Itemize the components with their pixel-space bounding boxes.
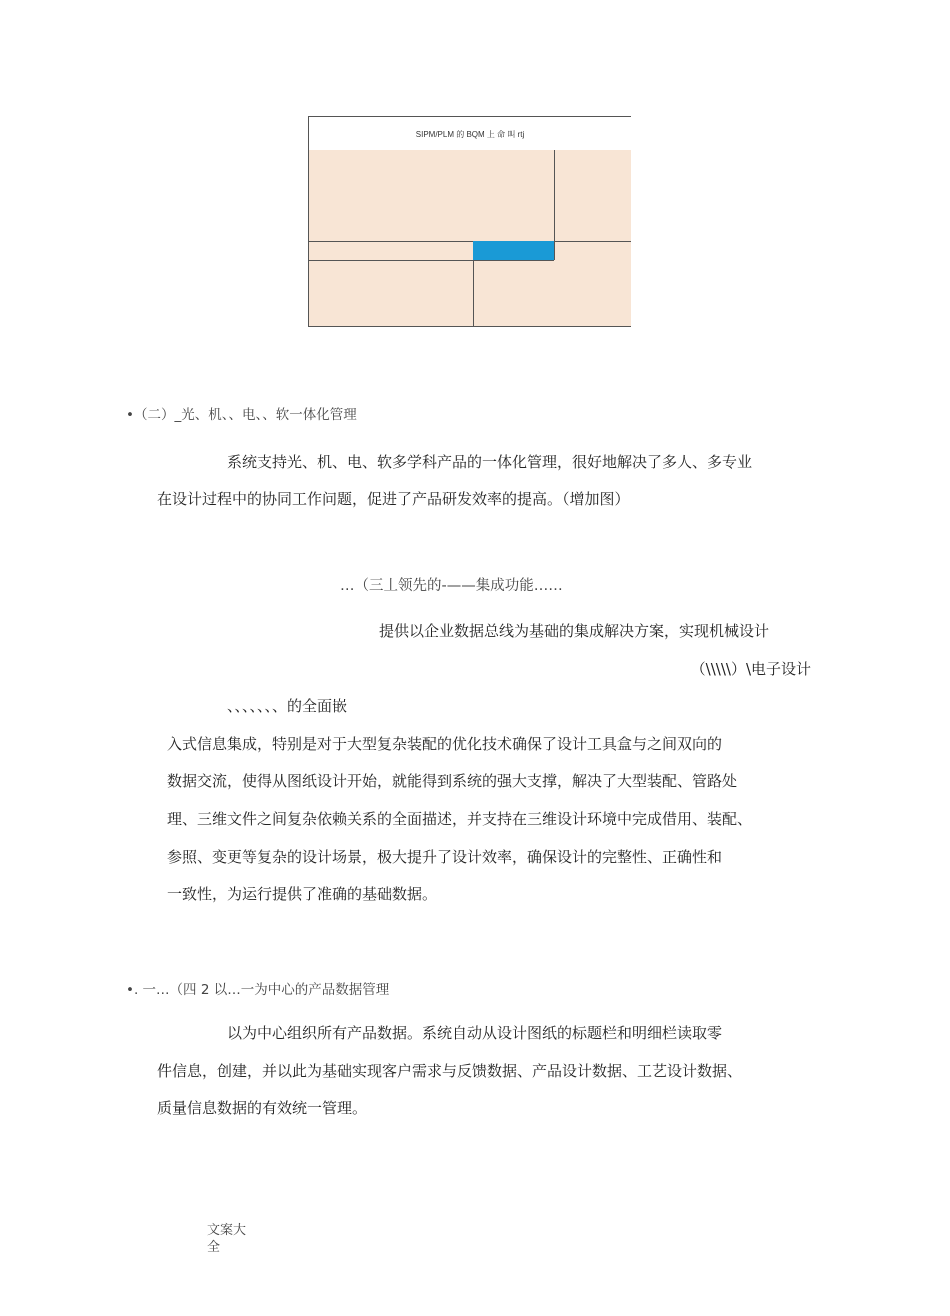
paragraph-line: 系统支持光、机、电、软多学科产品的一体化管理，很好地解决了多人、多专业 xyxy=(227,453,753,471)
paragraph-line: 一致性，为运行提供了准确的基础数据。 xyxy=(167,885,438,903)
figure-title: SIPM/PLM 的 BQM 上 命 叫 rtj xyxy=(415,130,525,139)
paragraph-line: 参照、变更等复杂的设计场景，极大提升了设计效率，确保设计的完整性、正确性和 xyxy=(167,848,723,866)
divider-line xyxy=(309,241,631,242)
paragraph-line: 在设计过程中的协同工作问题，促进了产品研发效率的提高。（增加图） xyxy=(157,490,630,508)
highlight-block xyxy=(473,241,554,260)
section-heading: …（三丄领先的-——集成功能…… xyxy=(340,578,563,594)
figure-body xyxy=(309,150,631,327)
paragraph-line: 件信息，创建，并以此为基础实现客户需求与反馈数据、产品设计数据、工艺设计数据、 xyxy=(157,1062,743,1080)
section-heading: •. 一…（四 2 以…一为中心的产品数据管理 xyxy=(126,982,390,998)
divider-line xyxy=(473,260,554,261)
paragraph-line: 、、、、、、、的全面嵌 xyxy=(227,697,348,715)
page-footer: 文案大全 xyxy=(207,1223,247,1255)
paragraph-line: （\\\\\）\电子设计 xyxy=(690,660,811,678)
diagram-figure xyxy=(308,116,631,327)
paragraph-line: 理、三维文件之间复杂依赖关系的全面描述，并支持在三维设计环境中完成借用、装配、 xyxy=(167,810,753,828)
paragraph-line: 以为中心组织所有产品数据。系统自动从设计图纸的标题栏和明细栏读取零 xyxy=(227,1024,723,1042)
section-heading: •（二）_光、机、、电、、软一体化管理 xyxy=(126,407,357,423)
paragraph-line: 入式信息集成，特别是对于大型复杂装配的优化技术确保了设计工具盒与之间双向的 xyxy=(167,735,723,753)
paragraph-line: 质量信息数据的有效统一管理。 xyxy=(157,1099,368,1117)
divider-line xyxy=(554,150,555,260)
figure-header xyxy=(309,116,631,151)
paragraph-line: 提供以企业数据总线为基础的集成解决方案，实现机械设计 xyxy=(379,622,770,640)
paragraph-line: 数据交流，使得从图纸设计开始，就能得到系统的强大支撑，解决了大型装配、管路处 xyxy=(167,772,738,790)
divider-line xyxy=(309,260,473,261)
